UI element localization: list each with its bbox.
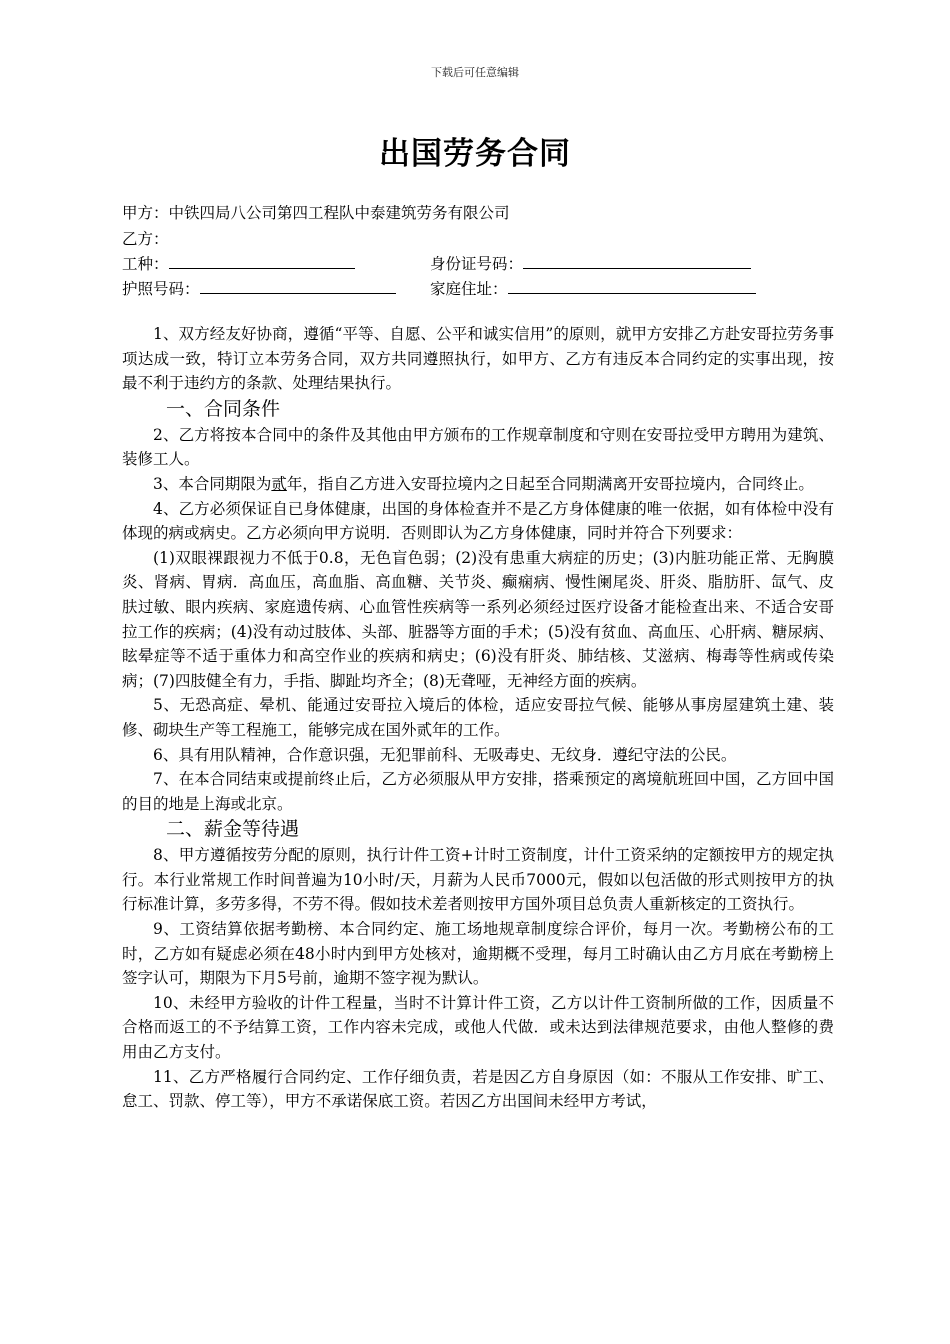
document-title: 出国劳务合同 [379, 136, 571, 172]
party-b-line: 乙方： [122, 230, 169, 248]
paragraph-4-list: (1)双眼裸跟视力不低于0.8，无色盲色弱；(2)没有患重大病症的历史；(3)内脏功能正常、无胸膜炎、肾病、胃病．高血压，高血脂、高血糖、关节炎、癫痫病、慢性阑尾炎、肝炎、脂肪肝、氙气、皮肤过敏、眼内疾病、家庭遗传病、心血管性疾病等一系列必须经过医疗设备才能检查出来、不适合安哥拉工作的疾病；(4)没有动过肢体、头部、脏器等方面的手术；(5)没有贫血、高血压、心肝病、糖尿病、眩晕症等不适于重体力和高空作业的疾病和病史；(6)没有肝炎、肺结核、艾滋病、梅毒等性病或传染病；(7)四肢健全有力，手指、脚趾均齐全；(8)无聋哑，无神经方面的疾病。 [122, 548, 834, 690]
paragraph-8: 8、甲方遵循按劳分配的原则，执行计件工资+计时工资制度，计什工资采纳的定额按甲方的规定执行。本行业常规工作时间普遍为10小时/天，月薪为人民币7000元，假如以包活做的形式则按甲方的执行标准计算，多劳多得，不劳不得。假如技术差者则按甲方国外项目总负责人重新核定的工资执行。 [122, 846, 834, 914]
address-blank[interactable] [508, 276, 756, 294]
section-heading-1: 一、合同条件 [166, 397, 281, 420]
address-label: 家庭住址： [430, 280, 508, 298]
paragraph-3 [122, 472, 834, 497]
paragraph-5: 5、无恐高症、晕机、能通过安哥拉入境后的体检，适应安哥拉气候、能够从事房屋建筑土建、装修、砌块生产等工程施工，能够完成在国外贰年的工作。 [122, 696, 834, 739]
paragraph-9: 9、工资结算依据考勤榜、本合同约定、施工场地规章制度综合评价，每月一次。考勤榜公布的工时，乙方如有疑虑必须在48小时内到甲方处核对，逾期概不受理，每月工时确认由乙方月底在考勤榜上签字认可，期限为下月5号前，逾期不签字视为默认。 [122, 920, 834, 988]
passport-address-row [122, 276, 508, 301]
paragraph-1: 1、双方经友好协商，遵循“平等、自愿、公平和诚实信用”的原则，就甲方安排乙方赴安哥拉劳务事项达成一致，特订立本劳务合同，双方共同遵照执行，如甲方、乙方有违反本合同约定的实事出现，按最不利于违约方的条款、处理结果执行。 [122, 325, 834, 393]
id-number-label: 身份证号码： [430, 255, 524, 273]
job-type-label: 工种： [122, 255, 169, 273]
passport-blank[interactable] [200, 276, 396, 294]
contract-body [122, 322, 834, 1114]
paragraph-4: 4、乙方必须保证自已身体健康，出国的身体检查并不是乙方身体健康的唯一依据，如有体检中没有体现的病或病史。乙方必须向甲方说明．否则即认为乙方身体健康，同时并符合下列要求： [122, 499, 834, 543]
paragraph-6: 6、具有用队精神，合作意识强，无犯罪前科、无吸毒史、无纹身．遵纪守法的公民。 [153, 745, 737, 764]
section-heading-2: 二、薪金等待遇 [166, 818, 300, 841]
contract-years: 贰 [271, 474, 287, 493]
paragraph-3-end: 年，指自乙方进入安哥拉境内之日起至合同期满离开安哥拉境内，合同终止。 [286, 474, 814, 493]
job-type-blank[interactable] [169, 251, 355, 269]
paragraph-7: 7、在本合同结束或提前终止后，乙方必须服从甲方安排，搭乘预定的离境航班回中国，乙方回中国的目的地是上海或北京。 [122, 770, 834, 813]
party-a-line: 甲方：中铁四局八公司第四工程队中泰建筑劳务有限公司 [122, 204, 510, 222]
paragraph-2: 2、乙方将按本合同中的条件及其他由甲方颁布的工作规章制度和守则在安哥拉受甲方聘用为建筑、装修工人。 [122, 425, 834, 469]
paragraph-10: 10、未经甲方验收的计件工程量，当时不计算计件工资，乙方以计件工资制所做的工作，因质量不合格而返工的不予结算工资，工作内容未完成，或他人代做．或未达到法律规范要求，由他人整修的费用由乙方支付。 [122, 993, 834, 1062]
id-number-blank[interactable] [523, 251, 751, 269]
paragraph-3-start: 3、本合同期限为 [153, 474, 272, 493]
header-note: 下载后可任意编辑 [431, 66, 519, 79]
job-id-row [122, 251, 524, 276]
passport-label: 护照号码： [122, 280, 200, 298]
paragraph-11: 11、乙方严格履行合同约定、工作仔细负责，若是因乙方自身原因（如：不服从工作安排、旷工、怠工、罚款、停工等），甲方不承诺保底工资。若因乙方出国间未经甲方考试， [122, 1067, 834, 1111]
